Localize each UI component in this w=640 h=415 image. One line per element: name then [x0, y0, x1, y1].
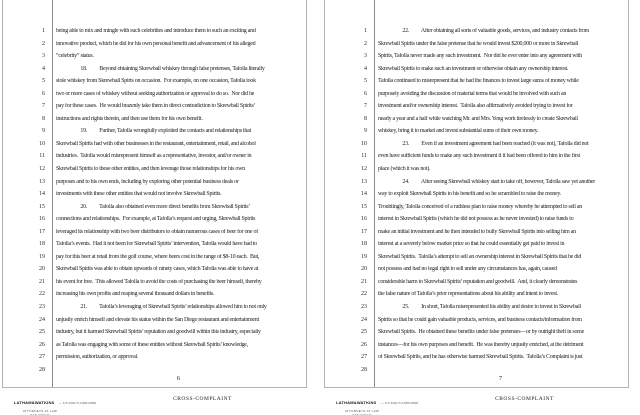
line-number: 6	[42, 90, 45, 97]
document-line	[325, 166, 626, 179]
document-line	[325, 141, 626, 154]
document-line	[325, 304, 626, 317]
line-text: pay for this beer at retail from the golf course, where beers cost in the range of $8-10 each. But,	[56, 253, 260, 260]
document-line	[3, 28, 304, 41]
document-line	[325, 279, 626, 292]
page-7-sheet	[324, 0, 630, 415]
line-number: 9	[42, 128, 45, 135]
line-text: the false nature of Tafolla’s prior representations about his ability and intent to invest.	[378, 291, 558, 298]
page-7	[324, 0, 629, 388]
document-line	[3, 241, 304, 254]
document-line	[325, 254, 626, 267]
document-line	[3, 279, 304, 292]
line-text: two or more cases of whiskey without seeking authorization or approval to do so. Nor did he	[56, 90, 255, 97]
line-number: 14	[361, 191, 367, 198]
line-text: connections and relationships. For example, at Tafolla’s request and urging, Skrewball Spirits	[56, 216, 256, 223]
line-number: 6	[364, 90, 367, 97]
line-number: 12	[361, 166, 367, 173]
line-text: Skrewball Spirits. Tafolla’s attempt to sell an ownership interest in Skrewball Spirits that he did	[378, 253, 582, 260]
document-line	[3, 91, 304, 104]
line-number: 20	[361, 266, 367, 273]
line-number: 21	[39, 278, 45, 285]
document-line	[325, 191, 626, 204]
line-number: 8	[364, 115, 367, 122]
line-text: purposes and to his own ends, including by exploring other potential business deals or	[56, 178, 239, 185]
document-line	[325, 317, 626, 330]
document-line	[3, 291, 304, 304]
line-text: Skrewball Spirits had with other businesses in the restaurant, entertainment, retail, and alcohol	[56, 140, 256, 147]
document-line	[325, 53, 626, 66]
line-number: 7	[42, 103, 45, 110]
line-number: 1	[42, 28, 45, 34]
line-text: even have sufficient funds to make any such investment if it had been offered to him in the first	[378, 153, 580, 160]
line-text: instructions and rights therein, and then use them for his own benefit.	[56, 115, 203, 122]
line-number: 20	[39, 266, 45, 273]
line-number: 18	[39, 241, 45, 248]
line-text: industry, but it harmed Skrewball Spirits’ reputation and goodwill within this industry, especially	[56, 329, 261, 336]
document-line	[325, 342, 626, 355]
line-text: Skrewball Spirits to make such an investment or otherwise obtain any ownership interest.	[378, 65, 569, 72]
document-line	[325, 128, 626, 141]
line-text: whiskey, bring it to market and invest substantial sums of their own money.	[378, 128, 539, 135]
line-text: Skrewball Spirits to these other entities, and then leverage those relationships for his own	[56, 166, 245, 173]
line-number: 25	[361, 329, 367, 336]
line-text: investment and/or ownership interest. Tafolla also affirmatively avoided trying to invest for	[378, 103, 573, 110]
document-line	[325, 216, 626, 229]
line-text: make an initial investment and he then intended to bully Skrewball Spirits into selling him an	[378, 228, 576, 235]
line-number: 10	[39, 140, 45, 147]
line-text: permission, authorization, or approval.	[56, 354, 139, 361]
line-number: 11	[39, 153, 45, 160]
line-number: 26	[39, 341, 45, 348]
line-number: 1	[364, 28, 367, 34]
document-line	[325, 291, 626, 304]
page-6-sheet	[2, 0, 308, 415]
law-firm-attorneys-label: ATTORNEYS AT LAW	[22, 409, 58, 413]
line-number: 24	[39, 316, 45, 323]
document-line	[3, 354, 304, 367]
line-text: 21. Tafolla’s leveraging of Skrewball Spirits’ relationships allowed him to not only	[56, 304, 267, 311]
line-number: 15	[39, 203, 45, 210]
line-text: interest in Skrewball Spirits (which he did not possess as he never invested) to raise funds to	[378, 216, 574, 223]
document-line	[325, 116, 626, 129]
document-line	[3, 342, 304, 355]
document-line	[3, 166, 304, 179]
document-line	[325, 329, 626, 342]
line-number: 19	[39, 253, 45, 260]
line-text: interest at a severely below market price so that he could essentially get paid to invest in	[378, 241, 565, 248]
document-line	[325, 241, 626, 254]
line-text: stole whiskey from Skrewball Spirts on occasion. For example, on one occasion, Tafolla took	[56, 78, 256, 85]
document-line	[3, 254, 304, 267]
line-text: being able to mix and mingle with such celebrities and introduce them to such an exciting and	[56, 28, 256, 34]
line-number: 14	[39, 191, 45, 198]
law-firm-city-label: SAN DIEGO	[352, 412, 372, 415]
line-text: as Tafolla was engaging with some of these entities without Skrewball Spirits’ knowledge,	[56, 341, 248, 348]
line-text: considerable harm to Skrewball Spirits’ reputation and goodwill. And, it clearly demonstrates	[378, 278, 578, 285]
line-text: 20. Tafolla also obtained even more direct benefits from Skrewball Spirits’	[56, 203, 250, 210]
line-number: 27	[39, 354, 45, 361]
line-number: 24	[361, 316, 367, 323]
page-6	[2, 0, 307, 388]
line-text: 18. Beyond obtaining Skrewball whiskey through false pretenses, Tafolla literally	[56, 65, 265, 72]
line-text: Skrewball Spirits. He obtained these benefits under false pretenses—or by outright theft in some	[378, 329, 584, 336]
line-text: 23. Even if an investment agreement had been reached (it was not), Tafolla did not	[378, 140, 589, 147]
line-text: unjustly enrich himself and elevate his status within the San Diego restaurant and entertainment	[56, 316, 259, 323]
line-number: 8	[42, 115, 45, 122]
document-line	[3, 229, 304, 242]
line-text: 19. Further, Tafolla wrongfully exploited the contacts and relationships that	[56, 128, 251, 135]
line-text: increasing his own profits and reaping several thousand dollars in benefits.	[56, 291, 215, 298]
line-text: place (which it was not).	[378, 166, 431, 173]
line-number: 12	[39, 166, 45, 173]
line-text: of Skrewball Spirits, and he has otherwise harmed Skrewball Spirits. Tafolla’s Complaint is just	[378, 354, 583, 361]
page-6-lines	[3, 28, 304, 379]
line-number: 22	[361, 291, 367, 298]
line-number: 4	[42, 65, 45, 72]
line-number: 7	[364, 103, 367, 110]
law-firm-city-label: SAN DIEGO	[30, 412, 50, 415]
document-line	[3, 116, 304, 129]
line-text: way to exploit Skrewball Spirits to his benefit and so he scrambled to raise the money.	[378, 191, 561, 198]
line-text: investments with these other entities that would not involve Skrewball Spirits.	[56, 191, 222, 198]
line-number: 5	[42, 78, 45, 85]
document-line	[325, 28, 626, 41]
line-text: instances—for his own purposes and benefit. He was thereby unjustly enriched, at the detriment	[378, 341, 584, 348]
document-line	[3, 128, 304, 141]
document-line	[3, 317, 304, 330]
line-text: nearly a year and a half while watching Mr. and Mrs. Yeng work tirelessly to create Skrewball	[378, 115, 578, 122]
line-text: innovative product, which he did for his own personal benefit and advancement of his alleged	[56, 40, 256, 47]
line-number: 11	[361, 153, 367, 160]
line-number: 28	[361, 366, 367, 373]
line-text: leveraged its relationship with two beer distributors to obtain numerous cases of beer for one of	[56, 228, 258, 235]
line-text: purposely avoiding the discussion of material terms that would be involved with such an	[378, 90, 567, 97]
line-text: Skrewball Spirits was able to obtain upwards of ninety cases, which Tafolla was able to have at	[56, 266, 258, 273]
document-line	[3, 179, 304, 192]
document-line	[3, 304, 304, 317]
line-text: Spirits, Tafolla never made any such investment. Nor did he ever enter into any agreement with	[378, 53, 582, 60]
line-number: 2	[364, 40, 367, 47]
law-firm-attorneys-label: ATTORNEYS AT LAW	[344, 409, 380, 413]
document-line	[3, 78, 304, 91]
line-text: 24. After seeing Skrewball whiskey start to take off, however, Tafolla saw yet another	[378, 178, 596, 185]
line-number: 25	[39, 329, 45, 336]
line-text: “celebrity” status.	[56, 53, 94, 60]
line-number: 10	[361, 140, 367, 147]
document-line	[325, 266, 626, 279]
line-number: 13	[39, 178, 45, 185]
law-firm-block	[14, 390, 164, 415]
line-number: 17	[39, 228, 45, 235]
line-number: 19	[361, 253, 367, 260]
line-number: 9	[364, 128, 367, 135]
document-id: — US-DOCS\108910892	[380, 401, 419, 405]
line-text: 25. In short, Tafolla misrepresented his ability and desire to invest in Skrewball	[378, 304, 581, 311]
document-line	[325, 78, 626, 91]
line-text: Tafolla continued to misrepresent that he had the finances to invest large sums of money while	[378, 78, 579, 85]
line-number: 21	[361, 278, 367, 285]
line-text: pay for these cases. He would brazenly take them in direct contradiction to Skrewball Spirits’	[56, 103, 256, 110]
document-line	[325, 103, 626, 116]
line-text: Troublingly, Tafolla conceived of a ruthless plan to raise money whereby he attempted to sell an	[378, 203, 582, 210]
line-number: 18	[361, 241, 367, 248]
document-line	[3, 216, 304, 229]
line-number: 23	[361, 304, 367, 311]
line-text: his event for free. This allowed Tafolla to avoid the costs of purchasing the beer himself, thereby	[56, 278, 262, 285]
document-line	[3, 329, 304, 342]
document-line	[3, 103, 304, 116]
law-firm-name: LATHAM&WATKINS	[14, 400, 55, 405]
line-text: industries. Tafolla would misrepresent himself as a representative, investor, and/or owner in	[56, 153, 252, 160]
document-line	[3, 191, 304, 204]
line-text: not possess and had no legal right to sell under any circumstances has, again, caused	[378, 266, 557, 273]
line-number: 16	[361, 216, 367, 223]
line-number: 17	[361, 228, 367, 235]
document-line	[325, 229, 626, 242]
document-line	[325, 354, 626, 367]
line-number: 5	[364, 78, 367, 85]
line-number: 23	[39, 304, 45, 311]
line-text: Tafolla’s events. Had it not been for Skrewball Spirits’ intervention, Tafolla would have had to	[56, 241, 257, 248]
line-number: 13	[361, 178, 367, 185]
footer-title: CROSS-COMPLAINT	[173, 396, 232, 402]
line-text: 22. After obtaining all sorts of valuable goods, services, and industry contacts from	[378, 28, 590, 34]
document-line	[325, 91, 626, 104]
law-firm-block	[336, 390, 486, 415]
document-line	[3, 53, 304, 66]
document-line	[325, 179, 626, 192]
line-number: 27	[361, 354, 367, 361]
law-firm-name: LATHAM&WATKINS	[336, 400, 377, 405]
page-7-lines	[325, 28, 626, 379]
line-number: 3	[364, 53, 367, 60]
footer-title: CROSS-COMPLAINT	[495, 396, 554, 402]
document-line	[3, 204, 304, 217]
document-line	[325, 66, 626, 79]
line-number: 15	[361, 203, 367, 210]
line-number: 2	[42, 40, 45, 47]
line-number: 26	[361, 341, 367, 348]
line-number: 28	[39, 366, 45, 373]
line-text: Skrewball Spirits under the false pretense that he would invest $200,000 or more in Skrewball	[378, 40, 579, 47]
document-line	[3, 266, 304, 279]
document-line	[325, 41, 626, 54]
document-line	[3, 41, 304, 54]
document-line	[3, 141, 304, 154]
page-number: 6	[176, 375, 181, 382]
page-number: 7	[498, 375, 503, 382]
line-number: 3	[42, 53, 45, 60]
document-line	[3, 66, 304, 79]
document-line	[325, 153, 626, 166]
line-number: 4	[364, 65, 367, 72]
line-number: 22	[39, 291, 45, 298]
document-id: — US-DOCS\108910892	[58, 401, 97, 405]
line-number: 16	[39, 216, 45, 223]
line-text: Spirits so that he could gain valuable products, services, and business contacts/information from	[378, 316, 582, 323]
document-line	[3, 153, 304, 166]
document-line	[325, 204, 626, 217]
